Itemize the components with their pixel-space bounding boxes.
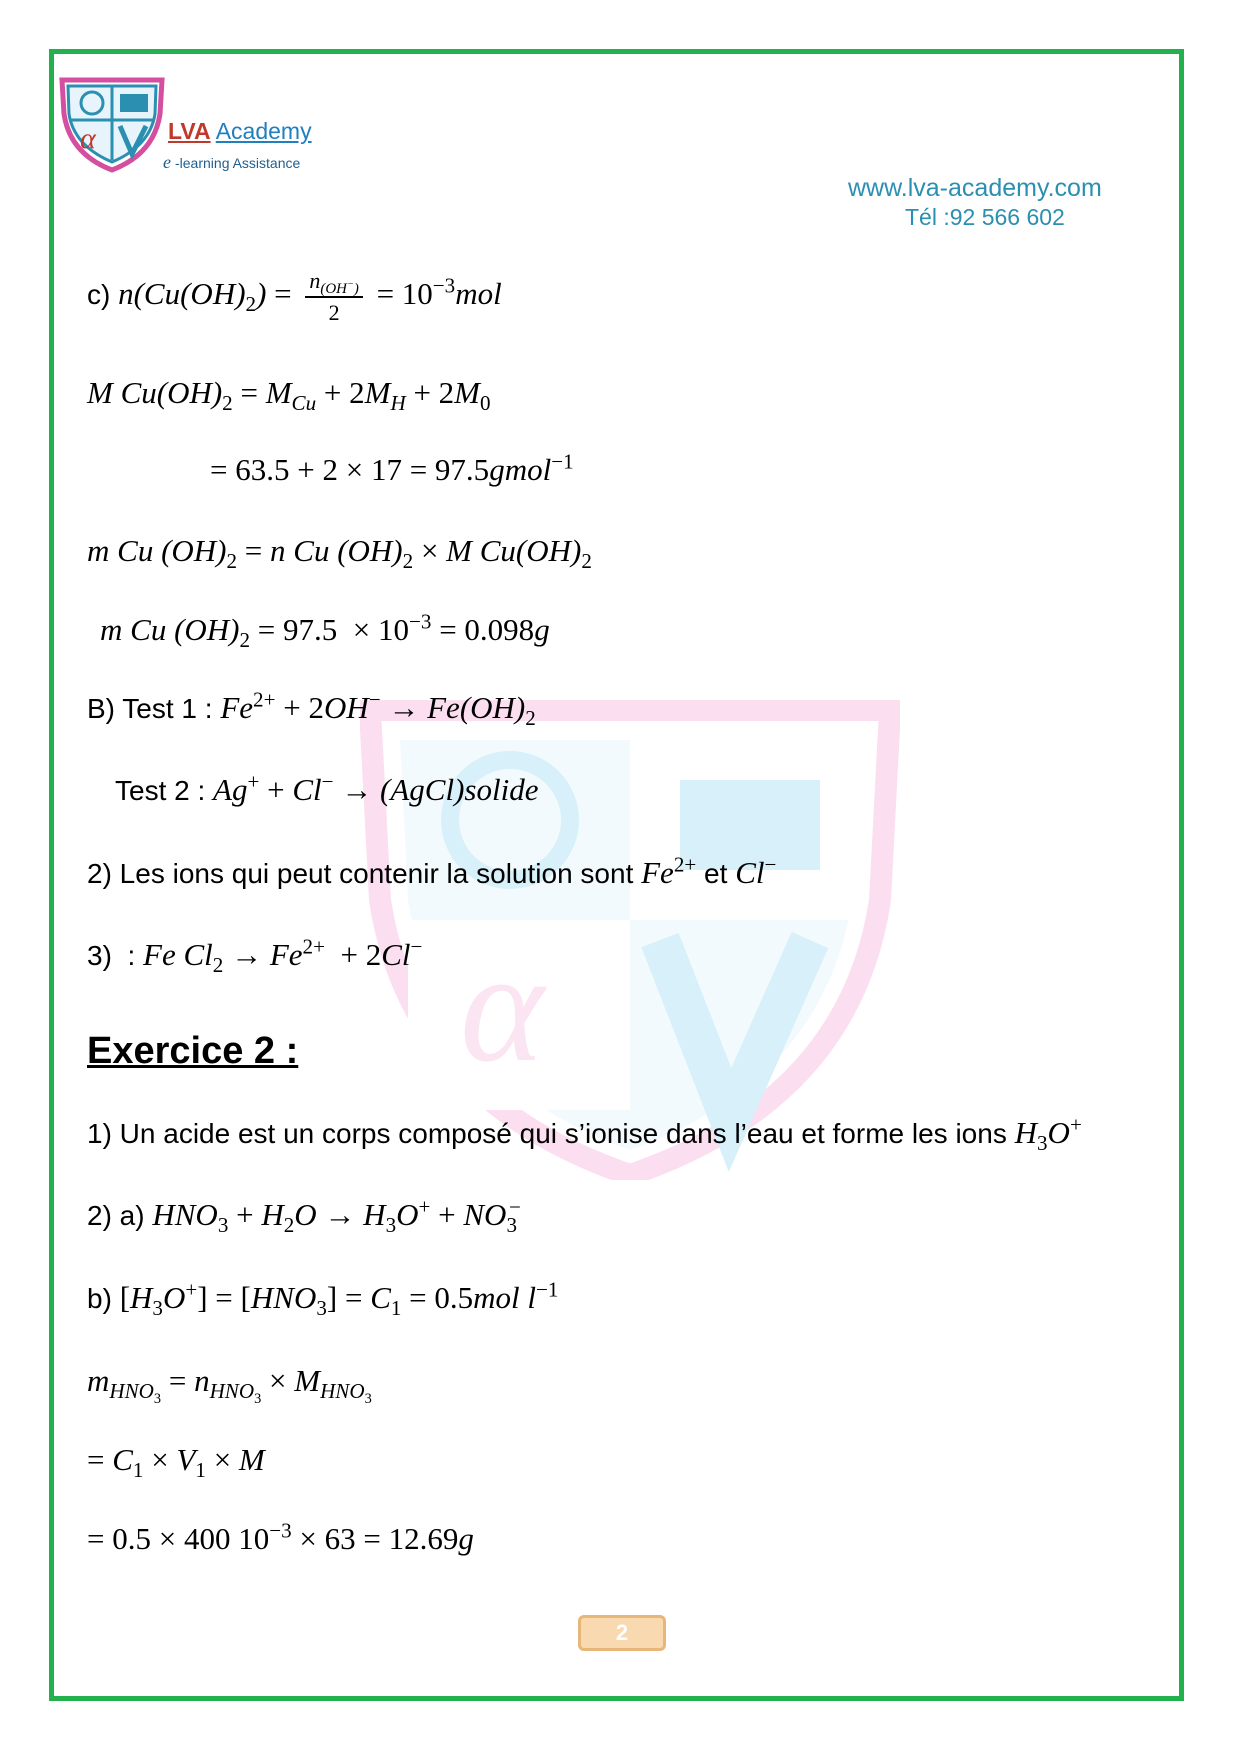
- line-test1: B) Test 1 : $Fe^{2+} + 2OH^- \to Fe(OH)_2$: [87, 687, 536, 731]
- line-molar-mass-formula: M $Cu(OH)_2 = M_{Cu} + 2M_H + 2M_0$: [87, 375, 491, 416]
- line-c-moles: c) $n(Cu(OH)_2)$ = $\frac{n_{(OH^-)}}{2}$ = $10^{-3}mol$: [87, 268, 502, 325]
- line-mass-value: m Cu $(OH)_2 = 97.5 \times 10^{-3} = 0.098g$: [100, 609, 550, 653]
- page-number: 2: [578, 1615, 666, 1651]
- svg-text:α: α: [80, 122, 96, 155]
- brand-name: LVA Academy: [168, 118, 312, 144]
- brand-tagline: e -learning Assistance: [163, 152, 301, 172]
- line-mass-hno3-value: = 0.5 × 400 $10^{-3} \times 63 = 12.69g$: [87, 1518, 474, 1556]
- lva-logo-icon: [56, 74, 168, 174]
- line-test2: Test 2 : Ag+ + Cl− → (AgCl)solide: [115, 769, 539, 807]
- line-ex2-q1: 1) Un acide est un corps composé qui s’ionise dans l’eau et forme les ions $H_3O^+$: [87, 1112, 1082, 1156]
- line-mass-formula: m Cu $(OH)_2 = n$ Cu $(OH)_2 \times M$ $Cu(OH)_2$: [87, 533, 592, 574]
- line-mass-hno3-expand: = $C_1 \times V_1 \times M$: [87, 1442, 265, 1483]
- line-ex2-q2a: 2) a) $HNO_3 + H_2O \to H_3O^+ + NO_3^-$: [87, 1194, 521, 1238]
- line-ex2-q2b: b) $[H_3O^+] = [HNO_3] = C_1 = 0.5mol$ $l^{-1}$: [87, 1277, 559, 1321]
- website-url[interactable]: www.lva-academy.com: [848, 174, 1102, 202]
- line-q3: 3) : Fe $Cl_2 \to Fe^{2+} + 2Cl^-$: [87, 934, 423, 978]
- line-molar-mass-value: = 63.5 + 2 × 17 = 97.5gmol$^{-1}$: [210, 449, 574, 487]
- line-mass-hno3-formula: $m_{HNO_3} = n_{HNO_3} \times M_{HNO_3}$: [87, 1363, 372, 1408]
- exercise-2-title: Exercice 2 :: [87, 1030, 299, 1072]
- line-q2-ions: 2) Les ions qui peut contenir la solution sont $Fe^{2+}$ et Cl−: [87, 852, 777, 890]
- phone-number: Tél :92 566 602: [905, 204, 1065, 230]
- svg-text:α: α: [460, 917, 544, 1095]
